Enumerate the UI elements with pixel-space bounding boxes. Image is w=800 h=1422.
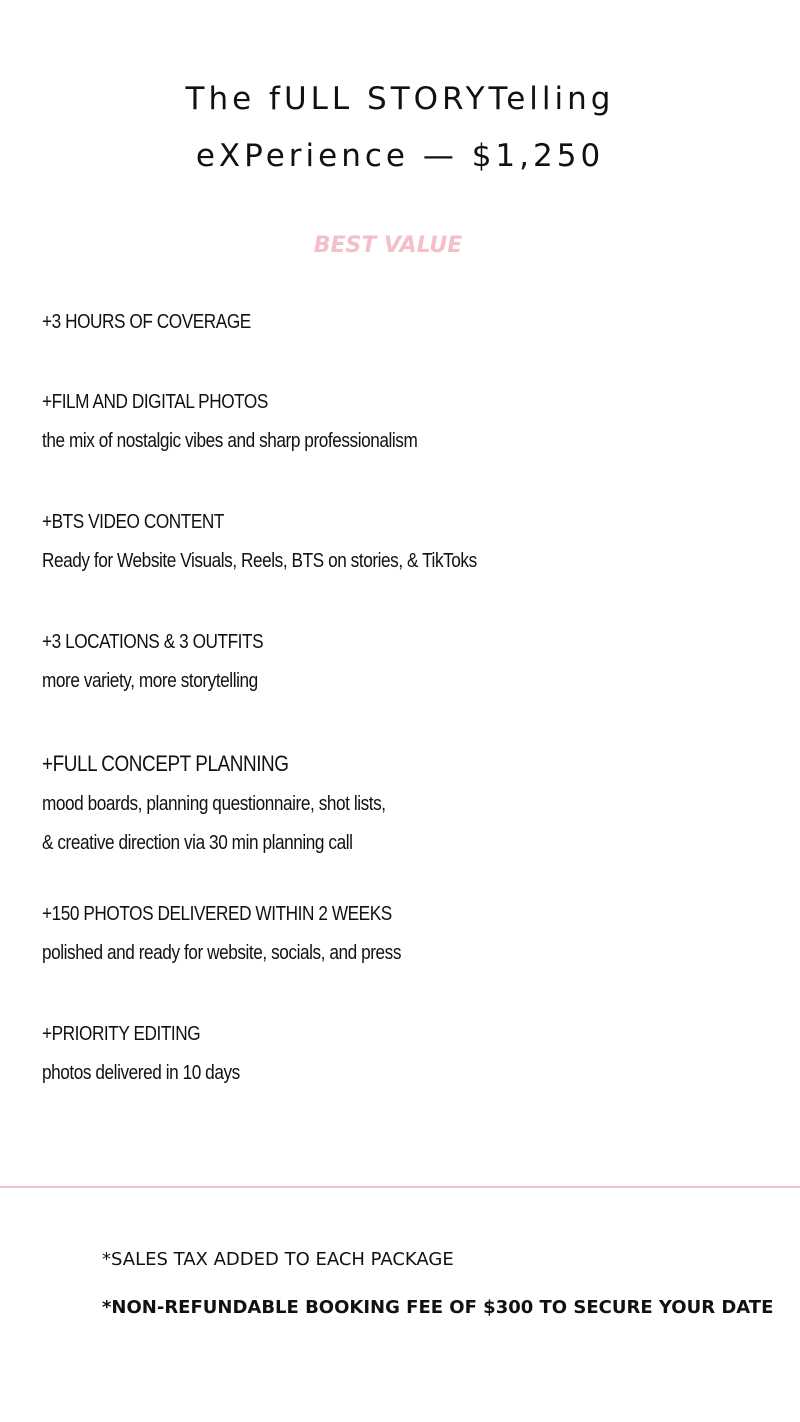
- feature-heading: +3 HOURS OF COVERAGE: [42, 311, 251, 333]
- feature-description: polished and ready for website, socials, and press: [42, 942, 402, 964]
- feature-item-film-digital: [42, 392, 762, 451]
- booking-fee-note: *NON-REFUNDABLE BOOKING FEE OF $300 TO SECURE YOUR DATE: [102, 1297, 774, 1318]
- feature-item-bts-video: [42, 512, 762, 571]
- feature-description: mood boards, planning questionnaire, shot lists,: [42, 793, 386, 815]
- feature-description-continued: & creative direction via 30 min planning call: [42, 832, 353, 854]
- feature-description: photos delivered in 10 days: [42, 1062, 240, 1084]
- feature-item-photos-delivered: [42, 904, 762, 963]
- feature-item-coverage: [42, 312, 762, 332]
- feature-item-locations-outfits: [42, 632, 762, 691]
- feature-item-concept-planning: [42, 753, 762, 853]
- feature-heading: +FILM AND DIGITAL PHOTOS: [42, 391, 268, 413]
- feature-description: more variety, more storytelling: [42, 670, 258, 692]
- feature-heading: +FULL CONCEPT PLANNING: [42, 751, 289, 776]
- footer-divider: [0, 1186, 800, 1188]
- package-title-line-2: eXPerience — $1,250: [195, 138, 605, 174]
- feature-description: the mix of nostalgic vibes and sharp professionalism: [42, 430, 418, 452]
- best-value-badge: BEST VALUE: [313, 233, 463, 258]
- feature-heading: +PRIORITY EDITING: [42, 1023, 201, 1045]
- sales-tax-note: *SALES TAX ADDED TO EACH PACKAGE: [102, 1249, 454, 1270]
- feature-heading: +BTS VIDEO CONTENT: [42, 511, 224, 533]
- feature-heading: +150 PHOTOS DELIVERED WITHIN 2 WEEKS: [42, 903, 392, 925]
- feature-description: Ready for Website Visuals, Reels, BTS on stories, & TikToks: [42, 550, 477, 572]
- feature-heading: +3 LOCATIONS & 3 OUTFITS: [42, 631, 264, 653]
- package-title-line-1: The fULL STORYTelling: [185, 81, 615, 117]
- feature-item-priority-editing: [42, 1024, 762, 1083]
